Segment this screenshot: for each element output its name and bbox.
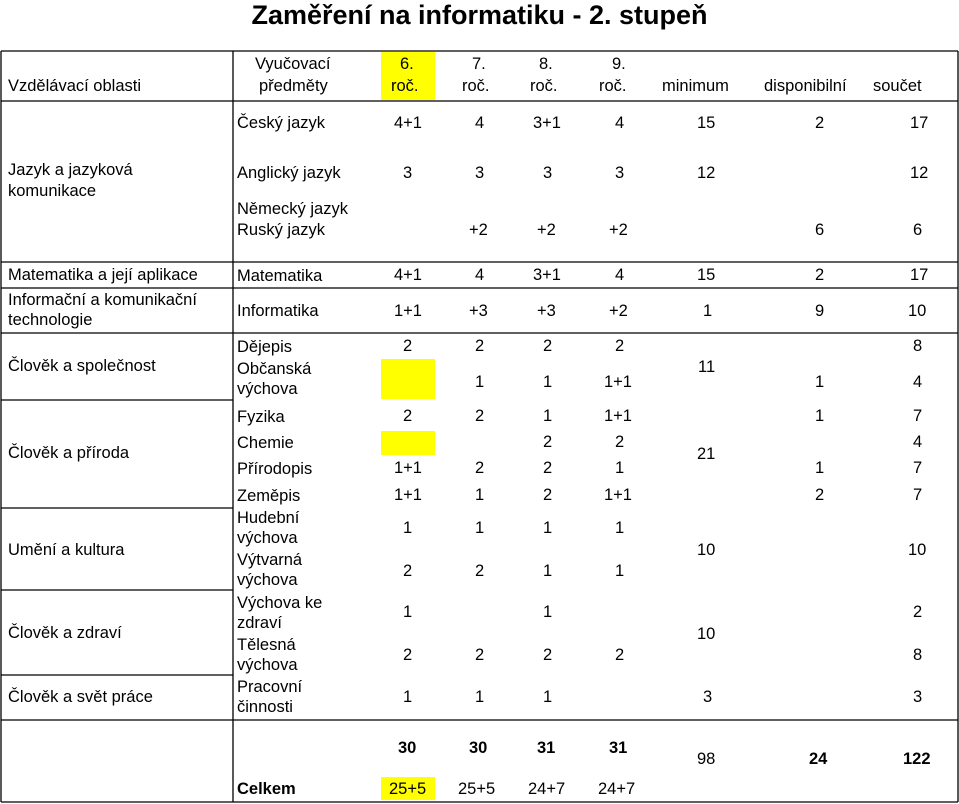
nemecky-disp: 6: [815, 221, 825, 239]
telesna-g8: 2: [543, 646, 553, 664]
header-grade6-a: 6.: [400, 55, 414, 73]
dejepis-sum: 8: [913, 337, 923, 355]
area-zdravi: Člověk a zdraví: [8, 624, 122, 642]
subject-matematika: Matematika: [237, 267, 323, 285]
anglicky-g6: 3: [403, 164, 413, 182]
pracovni-g6: 1: [403, 688, 413, 706]
totals-g7: 30: [469, 739, 488, 757]
informatika-min: 1: [703, 302, 713, 320]
pracovni-sum: 3: [913, 688, 923, 706]
header-grade7-a: 7.: [472, 55, 486, 73]
telesna-sum: 8: [913, 646, 923, 664]
fyzika-g8: 1: [543, 407, 553, 425]
subject-dejepis: Dějepis: [237, 338, 293, 356]
header-grade6-b: roč.: [391, 77, 419, 95]
sum-umeni: 10: [908, 541, 927, 559]
informatika-g9: +2: [609, 302, 628, 320]
matematika-g7: 4: [475, 266, 485, 284]
telesna-g7: 2: [475, 646, 485, 664]
header-available: disponibilní: [764, 77, 847, 95]
subject-informatika: Informatika: [237, 302, 319, 320]
prirodopis-disp: 1: [815, 459, 825, 477]
hudebni-g7: 1: [475, 519, 485, 537]
vychova-zdravi-g8: 1: [543, 603, 553, 621]
zemepis-sum: 7: [913, 486, 923, 504]
totals-min: 98: [697, 750, 716, 768]
minimum-spolecnost: 11: [698, 358, 716, 376]
zemepis-disp: 2: [815, 486, 825, 504]
header-minimum: minimum: [662, 77, 729, 95]
subject-rusky: Ruský jazyk: [237, 221, 326, 239]
header-grade8-b: roč.: [530, 77, 558, 95]
area-jazyk-2: komunikace: [8, 182, 97, 200]
hudebni-g9: 1: [615, 519, 625, 537]
totals-g6: 30: [398, 739, 417, 757]
matematika-g6: 4+1: [394, 266, 422, 284]
chemie-g8: 2: [543, 433, 553, 451]
dejepis-g9: 2: [615, 337, 625, 355]
header-subjects-2: předměty: [259, 77, 328, 95]
area-ikt-2: technologie: [8, 311, 93, 329]
zemepis-g6: 1+1: [394, 486, 422, 504]
subject-prirodopis: Přírodopis: [237, 460, 313, 478]
hudebni-g6: 1: [403, 519, 413, 537]
totals-sum: 122: [903, 750, 931, 768]
totals-g9-split: 24+7: [598, 780, 636, 798]
vytvarna-g6: 2: [403, 562, 413, 580]
informatika-g6: 1+1: [394, 302, 422, 320]
totals-g6-split: 25+5: [389, 780, 427, 798]
fyzika-g6: 2: [403, 407, 413, 425]
nemecky-sum: 6: [913, 221, 923, 239]
obcanska-g9: 1+1: [604, 373, 632, 391]
cesky-sum: 17: [910, 114, 929, 132]
anglicky-min: 12: [697, 164, 716, 182]
fyzika-disp: 1: [815, 407, 825, 425]
area-clovek-spolecnost: Člověk a společnost: [8, 357, 156, 375]
dejepis-g8: 2: [543, 337, 553, 355]
totals-label: Celkem: [237, 780, 296, 798]
area-jazyk-1: Jazyk a jazyková: [8, 161, 133, 179]
nemecky-g9: +2: [609, 221, 628, 239]
informatika-g7: +3: [469, 302, 488, 320]
cesky-g8: 3+1: [533, 114, 561, 132]
header-grade8-a: 8.: [539, 55, 553, 73]
totals-g8-split: 24+7: [528, 780, 566, 798]
subject-chemie: Chemie: [237, 434, 294, 452]
vytvarna-g8: 1: [543, 562, 553, 580]
obcanska-g6-bg: [381, 359, 435, 399]
header-subjects-1: Vyučovací: [255, 55, 331, 73]
fyzika-g7: 2: [475, 407, 485, 425]
subject-vytvarna-2: výchova: [237, 571, 298, 589]
cesky-g7: 4: [475, 114, 485, 132]
zemepis-g8: 2: [543, 486, 553, 504]
dejepis-g6: 2: [403, 337, 413, 355]
prirodopis-g9: 1: [615, 459, 625, 477]
subject-vychova-zdravi-2: zdraví: [237, 614, 282, 632]
pracovni-min: 3: [703, 688, 713, 706]
vytvarna-g7: 2: [475, 562, 485, 580]
minimum-priroda: 21: [697, 445, 716, 463]
area-svet-prace: Člověk a svět práce: [8, 688, 153, 706]
matematika-disp: 2: [815, 266, 825, 284]
matematika-g9: 4: [615, 266, 625, 284]
area-umeni: Umění a kultura: [8, 541, 125, 559]
subject-vytvarna-1: Výtvarná: [237, 551, 303, 569]
informatika-sum: 10: [908, 302, 927, 320]
obcanska-sum: 4: [913, 373, 923, 391]
area-ikt-1: Informační a komunikační: [8, 291, 197, 309]
subject-pracovni-1: Pracovní: [237, 678, 303, 696]
subject-vychova-zdravi-1: Výchova ke: [237, 594, 323, 612]
anglicky-g9: 3: [615, 164, 625, 182]
nemecky-g7: +2: [469, 221, 488, 239]
header-grade7-b: roč.: [462, 77, 490, 95]
subject-telesna-1: Tělesná: [237, 636, 296, 654]
area-clovek-priroda: Člověk a příroda: [8, 444, 130, 462]
informatika-g8: +3: [537, 302, 556, 320]
subject-zemepis: Zeměpis: [237, 487, 301, 505]
cesky-g6: 4+1: [394, 114, 422, 132]
anglicky-g7: 3: [475, 164, 485, 182]
telesna-g9: 2: [615, 646, 625, 664]
matematika-sum: 17: [910, 266, 929, 284]
obcanska-g8: 1: [543, 373, 553, 391]
matematika-min: 15: [697, 266, 716, 284]
informatika-disp: 9: [815, 302, 825, 320]
subject-nemecky: Německý jazyk: [237, 200, 348, 218]
subject-obcanska-1: Občanská: [237, 360, 312, 378]
fyzika-sum: 7: [913, 407, 923, 425]
subject-pracovni-2: činnosti: [237, 698, 293, 716]
totals-disp: 24: [809, 750, 828, 768]
zemepis-g7: 1: [475, 486, 485, 504]
obcanska-g7: 1: [475, 373, 485, 391]
totals-g8: 31: [537, 739, 556, 757]
subject-obcanska-2: výchova: [237, 380, 298, 398]
hudebni-g8: 1: [543, 519, 553, 537]
subject-anglicky: Anglický jazyk: [237, 164, 341, 182]
minimum-zdravi: 10: [697, 625, 716, 643]
anglicky-g8: 3: [543, 164, 553, 182]
obcanska-disp: 1: [815, 373, 825, 391]
anglicky-sum: 12: [910, 164, 929, 182]
zemepis-g9: 1+1: [604, 486, 632, 504]
header-sum: součet: [873, 77, 922, 95]
header-area: Vzdělávací oblasti: [8, 77, 141, 95]
chemie-g9: 2: [615, 433, 625, 451]
prirodopis-g8: 2: [543, 459, 553, 477]
telesna-g6: 2: [403, 646, 413, 664]
dejepis-g7: 2: [475, 337, 485, 355]
nemecky-g8: +2: [537, 221, 556, 239]
header-grade9-b: roč.: [599, 77, 627, 95]
matematika-g8: 3+1: [533, 266, 561, 284]
subject-hudebni-1: Hudební: [237, 509, 300, 527]
prirodopis-sum: 7: [913, 459, 923, 477]
chemie-sum: 4: [913, 433, 923, 451]
pracovni-g7: 1: [475, 688, 485, 706]
fyzika-g9: 1+1: [604, 407, 632, 425]
vychova-zdravi-g6: 1: [403, 603, 413, 621]
area-matematika: Matematika a její aplikace: [8, 266, 198, 284]
vychova-zdravi-sum: 2: [913, 603, 923, 621]
prirodopis-g6: 1+1: [394, 459, 422, 477]
subject-hudebni-2: výchova: [237, 529, 298, 547]
subject-telesna-2: výchova: [237, 656, 298, 674]
subject-fyzika: Fyzika: [237, 408, 285, 426]
prirodopis-g7: 2: [475, 459, 485, 477]
chemie-g6-bg: [381, 431, 435, 455]
cesky-min: 15: [697, 114, 716, 132]
totals-g9: 31: [609, 739, 628, 757]
page-title: Zaměření na informatiku - 2. stupeň: [251, 0, 708, 30]
totals-g7-split: 25+5: [458, 780, 496, 798]
vytvarna-g9: 1: [615, 562, 625, 580]
header-grade9-a: 9.: [612, 55, 626, 73]
subject-cesky: Český jazyk: [237, 114, 326, 132]
cesky-disp: 2: [815, 114, 825, 132]
minimum-umeni: 10: [697, 541, 716, 559]
cesky-g9: 4: [615, 114, 625, 132]
pracovni-g8: 1: [543, 688, 553, 706]
